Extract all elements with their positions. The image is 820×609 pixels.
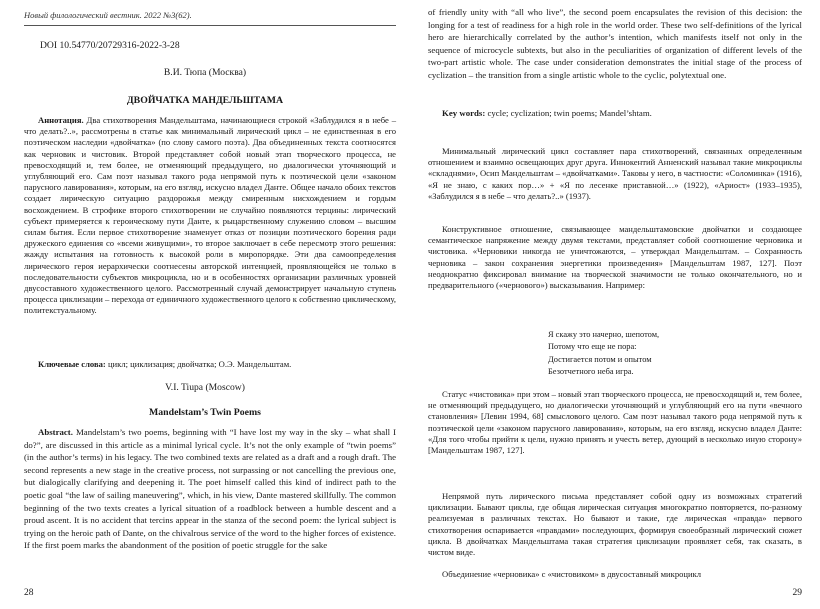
body-paragraph-4: Непрямой путь лирического письма представляет собой одну из возможных стратегий циклизации. Бывают циклы, где общая лирическая ситуация многократно повторяется, по-разному реализуемая в различных текстах. Но бывают и такие, где лирическая «правда» первого стихотворения оспаривается «правдами» последующих, формируя своеобразный лирический сюжет цикла. В двойчатках Мандельштама такая стратегия циклизации проявляет себя, так сказать, в чистом виде. [428,491,802,558]
page-number-right: 29 [792,588,802,598]
abstract-en [24,426,396,552]
body-paragraph-5: Объединение «черновика» с «чистовиком» в двусоставный микроцикл [442,569,702,579]
keywords-en-text: cycle; cyclization; twin poems; Mandel’shtam. [487,108,652,118]
abstract-en-text: Mandelstam’s two poems, beginning with “I have lost my way in the sky – what shall I do?”, are discussed in this article as a minimal lyrical cycle. It’s not the only example of “twin poems” (in the author’s terms) in his legacy. The two combined texts are related as a draft and a rough draft. The second represents a new stage in the creative process, not surpassing or not cancelling the previous one, but dialogically clarifying and deepening it. The poet himself called this kind of indirect path to the poetic goal “the law of sailing maneuvering”, which, in his view, Dante mastered skillfully. The common beginning of the two texts creates a lyrical situation of a roadblock between a humble descent and a proud ascent. It is no accident that tercins appear in the stanza of the second poem: the lyrical subject is trying on the heroic path of Dante, on the chivalrous service of the word to the higher forces of existence. If the first poem marks the abandonment of the position of poetic struggle for the sake [24,427,397,551]
title-ru: ДВОЙЧАТКА МАНДЕЛЬШТАМА [126,95,284,106]
abstract-ru-label: Аннотация. [38,115,84,125]
body-paragraph-2: Конструктивное отношение, связывающее мандельштамовские двойчатки и создающее семантическое напряжение между двумя текстами, представляет собой соотношение черновика и чистовика. «Черновики никогда не уничтожаются, – утверждал Мандельштам. – Сохранность черновика – закон сохранения энергетики произведения» [Мандельштам 1987, 127]. Поэт неоднократно фиксировал внимание на творческой значимости не только окончательного, но и предварительного («чернового») высказывания. Например: [428,224,802,291]
author-en: V.I. Tiupa (Moscow) [165,382,245,393]
abstract-ru [24,115,396,317]
poem-line: Потому что еще не пора: [548,342,637,352]
keywords-ru [24,359,396,370]
poem-line: Я скажу это начерно, шепотом, [548,330,660,339]
doi: DOI 10.54770/20729316-2022-3-28 [40,40,180,51]
keywords-en-label: Key words: [442,108,486,118]
author-ru: В.И. Тюпа (Москва) [163,67,247,78]
abstract-en-continued: of friendly unity with “all who live”, the second poem encapsulates the revision of this decision: the longing for a test of readiness for a high role in the world order. These two self-definitions of the lyrical hero are hierarchically correlated by the author’s intention, which manifests itself not only in the sequence of microcycle subtexts, but also in the peculiarities of organization of different levels of the two-part artistic whole. The case under consideration demonstrates the initial stage of the process of cyclization – the transition from a single artistic whole to the cyclic, polytextual one. [428,7,802,80]
body-paragraph-1: Минимальный лирический цикл составляет пара стихотворений, связанных определенным отношением и взаимно освещающих друг друга. Иннокентий Анненский называл такие микроциклы «складнями», Осип Мандельштам – «двойчатками». Таковы у него, в частности: «Соломинка» (1916), «Я не знаю, с каких пор…» + «Я по лесенке приставной…» (1922), «Ариост» (1933–1935), «Заблудился я в небе – что делать?..» (1937). [428,146,802,201]
keywords-en [428,107,802,120]
poem-quote [548,329,659,379]
abstract-en-label: Abstract. [38,427,73,437]
abstract-ru-text: Два стихотворения Мандельштама, начинающиеся строкой «Заблудился я в небе – что делать?..», рассмотрены в статье как минимальный лирический цикл – не единственная в его поэтическом наследии «двойчатка» (по слову самого поэта). Два объединенных текста соотносятся как черновик и чистовик. Второй представляет собой новый этап творческого процесса, не превосходящий и, тем более, не отменяющий предыдущего, но диалогически уточняющий и углубляющий его. Сам поэт называл такого рода непрямой путь к поэтической цели «законом парусного лавирования», которым, на его взгляд, искусно владел Данте. Общее начало обоих текстов создает лирическую ситуацию раздорожья между смиренным нисхождением и гордым восхождением. В строфике второго стихотворении не случайно появляются терцины: лирический субъект примеряется к героическому пути Данте, к рыцарственному служению словом – высшим силам бытия. Если первое стихотворение знаменует отказ от позиции поэтического борения ради дружеского единения со «всеми живущими», то второе заключает в себе пересмотр этого решения: жажду испытания на готовность к высокой роли в миропорядке. Эти два самоопределения лирического героя иерархически соотнесены авторской интенцией, проявляющейся не только в последовательности субъектов микроцикла, но и в особенностях организации различных уровней двусоставного художественного целого. Рассмотренный случай демонстрирует начальную ступень процесса циклизации – перехода от единичного художественного целого к собственно циклическому, политекстуальному. [24,115,396,316]
title-en: Mandelstam’s Twin Poems [149,407,261,418]
poem-line: Достигается потом и опытом [548,354,652,364]
page-number-left: 28 [24,588,34,598]
poem-line: Безотчетного неба игра. [548,367,634,377]
keywords-ru-label: Ключевые слова: [38,359,106,369]
keywords-ru-text: цикл; циклизация; двойчатка; О.Э. Мандельштам. [107,359,292,369]
header-rule [24,25,396,26]
running-head: Новый филологический вестник. 2022 №3(62). [24,10,192,20]
right-page [410,0,820,609]
body-paragraph-3: Статус «чистовика» при этом – новый этап творческого процесса, не превосходящий и, тем более, не отменяющий предыдущего, но диалогически уточняющий и углубляющий его на пути «вечного становления» [Левин 1994, 68] смыслового целого. Сам поэт называл такого рода непрямой путь к поэтической цели «законом парусного лавирования», которым, на его взгляд, искусно владел Данте: «Для того чтобы прийти к цели, нужно принять и учесть ветер, дующий в несколько иную сторону» [Мандельштам 1987, 127]. [428,389,802,456]
